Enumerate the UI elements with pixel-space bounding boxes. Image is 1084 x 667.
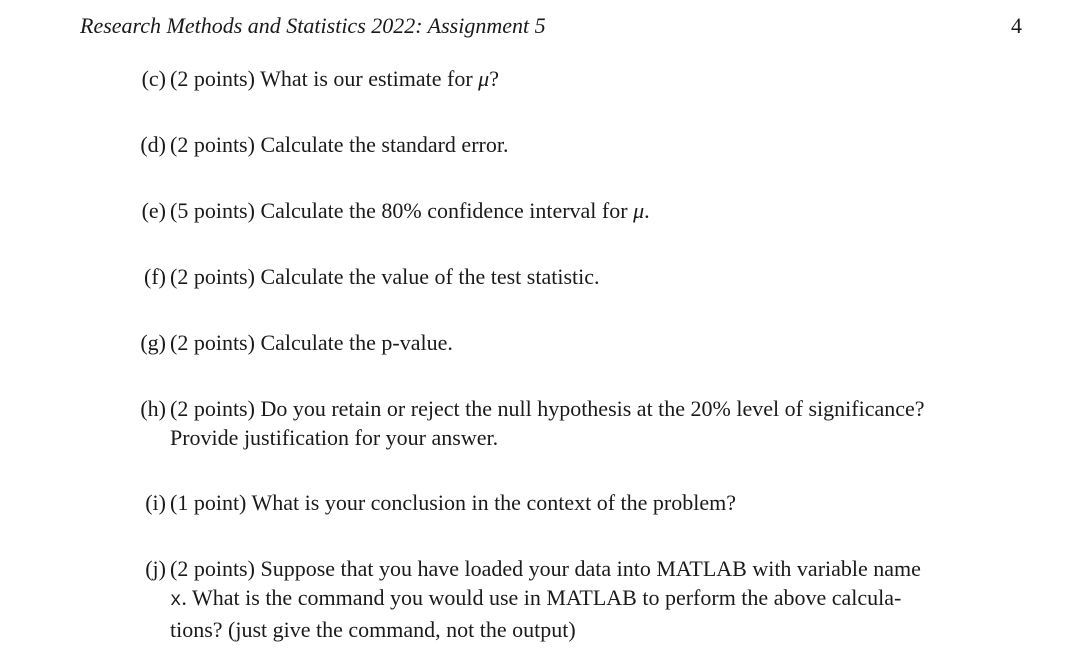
question-j [124, 554, 1024, 644]
question-d [124, 130, 1024, 159]
question-f [124, 262, 1024, 291]
question-text-before: What is our estimate for [260, 66, 479, 91]
question-points: (5 points) [170, 198, 255, 223]
question-line-2: Provide justification for your answer. [170, 425, 499, 450]
page-header [80, 10, 1022, 42]
question-line-1: Do you retain or reject the null hypothesis at the 20% level of significance? [260, 396, 925, 421]
question-points: (2 points) [170, 396, 255, 421]
question-i [124, 488, 1024, 517]
question-label: (g) [140, 330, 166, 355]
question-line-2: . What is the command you would use in MATLAB to perform the above calcula- [181, 585, 902, 610]
question-body: Calculate the p-value. [260, 330, 453, 355]
question-points: (1 point) [170, 490, 247, 515]
question-label: (i) [145, 490, 166, 515]
question-label: (f) [144, 264, 166, 289]
question-text-after: ? [489, 66, 499, 91]
question-text [170, 328, 1024, 357]
question-body: What is your conclusion in the context of the problem? [251, 490, 736, 515]
mu-symbol: μ [478, 66, 490, 91]
question-e [124, 196, 1024, 225]
mu-symbol: μ [633, 198, 645, 223]
document-title: Research Methods and Statistics 2022: Assignment 5 [80, 13, 546, 38]
question-label: (e) [141, 198, 166, 223]
question-points: (2 points) [170, 66, 255, 91]
question-text [170, 394, 1024, 452]
question-text-after: . [644, 198, 650, 223]
question-h [124, 394, 1024, 452]
question-text [170, 488, 1024, 517]
question-body: Calculate the standard error. [260, 132, 509, 157]
question-c [124, 64, 1024, 93]
question-g [124, 328, 1024, 357]
variable-name-code: x [170, 589, 182, 611]
question-line-1: Suppose that you have loaded your data into MATLAB with variable name [260, 556, 921, 581]
question-points: (2 points) [170, 264, 255, 289]
question-points: (2 points) [170, 556, 255, 581]
question-text [170, 554, 1024, 644]
question-text [170, 262, 1024, 291]
question-line-3: tions? (just give the command, not the output) [170, 617, 576, 642]
question-label: (j) [145, 556, 166, 581]
question-points: (2 points) [170, 132, 255, 157]
question-label: (c) [141, 66, 166, 91]
page-number: 4 [1011, 13, 1022, 38]
question-text [170, 130, 1024, 159]
question-points: (2 points) [170, 330, 255, 355]
question-text [170, 64, 1024, 93]
question-text [170, 196, 1024, 225]
question-label: (d) [140, 132, 166, 157]
question-body: Calculate the value of the test statistic. [260, 264, 600, 289]
question-text-before: Calculate the 80% confidence interval for [260, 198, 634, 223]
question-label: (h) [140, 396, 166, 421]
